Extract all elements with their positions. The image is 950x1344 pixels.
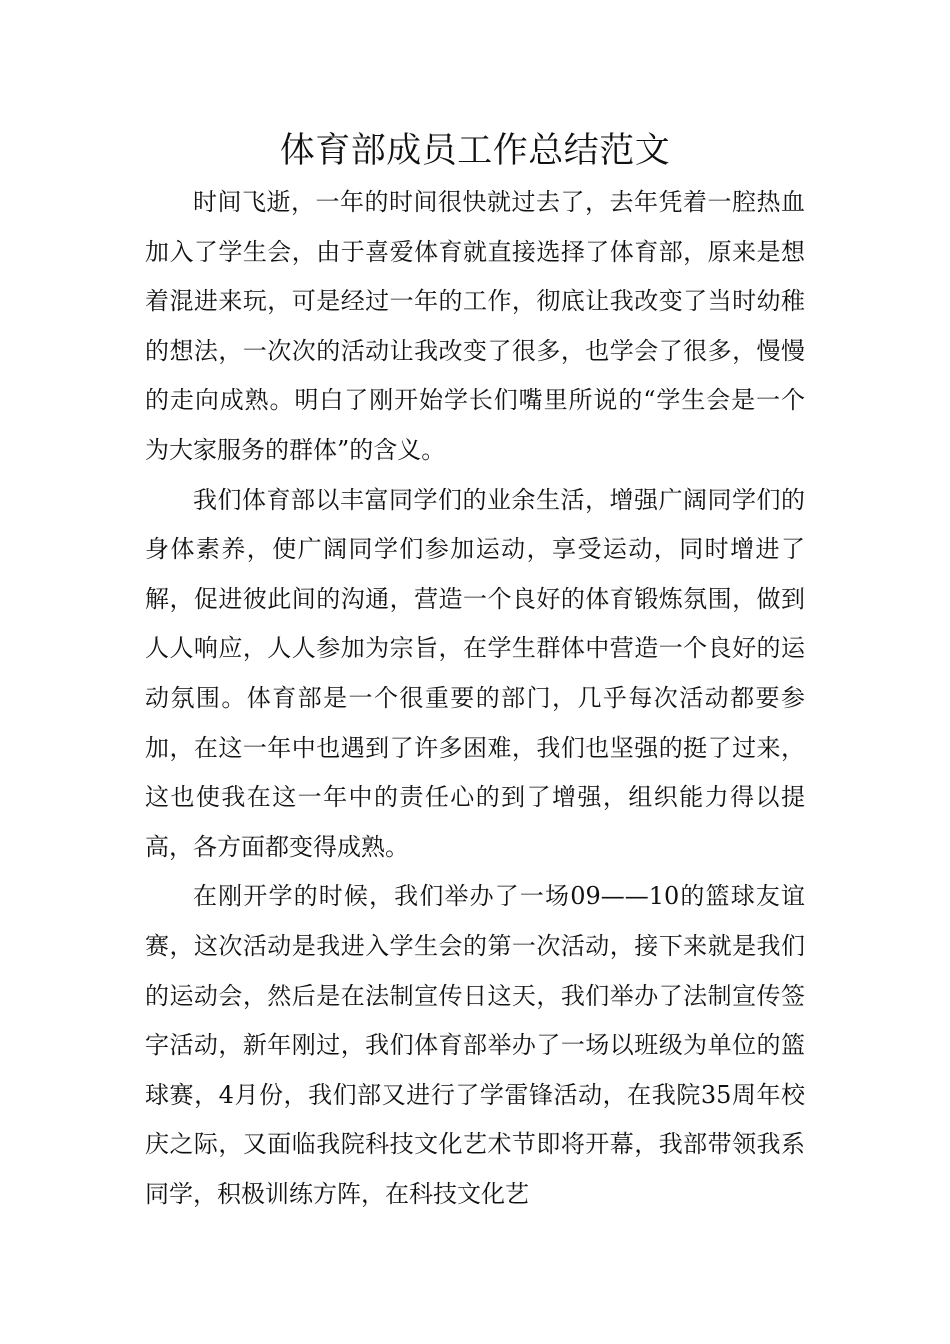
document-body bbox=[145, 178, 805, 1219]
document-title: 体育部成员工作总结范文 bbox=[279, 131, 671, 171]
paragraph: 时间飞逝，一年的时间很快就过去了，去年凭着一腔热血加入了学生会，由于喜爱体育就直接选择了体育部，原来是想着混进来玩，可是经过一年的工作，彻底让我改变了当时幼稚的想法，一次次的活动让我改变了很多，也学会了很多，慢慢的走向成熟。明白了刚开始学长们嘴里所说的“学生会是一个为大家服务的群体”的含义。 bbox=[145, 188, 805, 464]
paragraph: 在刚开学的时候，我们举办了一场09——10的篮球友谊赛，这次活动是我进入学生会的第一次活动，接下来就是我们的运动会，然后是在法制宣传日这天，我们举办了法制宣传签字活动，新年刚过，我们体育部举办了一场以班级为单位的篮球赛，4月份，我们部又进行了学雷锋活动，在我院35周年校庆之际，又面临我院科技文化艺术节即将开幕，我部带领我系同学，积极训练方阵，在科技文化艺 bbox=[145, 882, 805, 1208]
paragraph: 我们体育部以丰富同学们的业余生活，增强广阔同学们的身体素养，使广阔同学们参加运动，享受运动，同时增进了解，促进彼此间的沟通，营造一个良好的体育锻炼氛围，做到人人响应，人人参加为宗旨，在学生群体中营造一个良好的运动氛围。体育部是一个很重要的部门，几乎每次活动都要参加，在这一年中也遇到了许多困难，我们也坚强的挺了过来，这也使我在这一年中的责任心的到了增强，组织能力得以提高，各方面都变得成熟。 bbox=[145, 485, 805, 861]
